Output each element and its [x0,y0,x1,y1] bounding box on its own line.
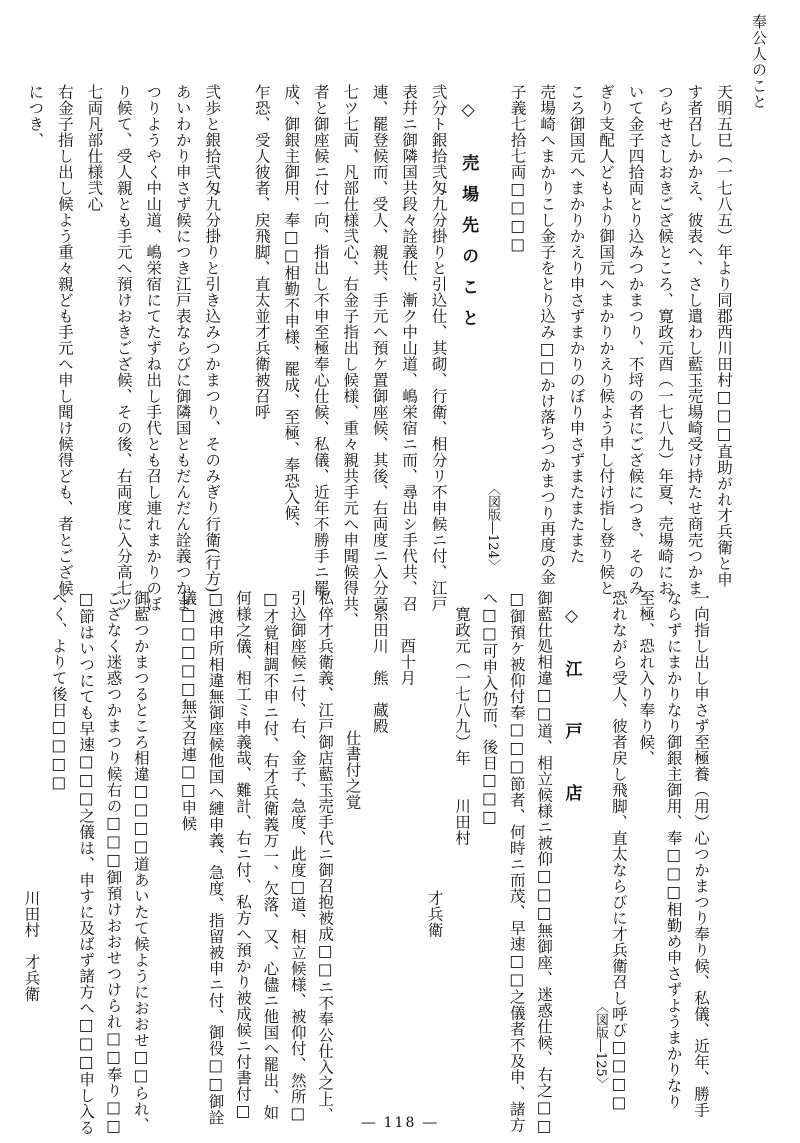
text-line: □渡申所相違無御座候他国へ縺申義、急度、指留被申ニ付、御役□□御詮 [206,590,225,1126]
section-heading-label: 売場先のこと [458,153,479,340]
figure-reference: 〈図版―124〉 [485,482,500,572]
text-line: ころ御国元へまかりかえり申さずまかりのぼり申さずまたまたまた [567,84,586,564]
text-line: 一向指し出し申さず至極養（用）心つかまつり奉り候、私儀、近年、勝手 [692,590,710,1118]
text-line: 七両凡部仕様弐心 [85,84,104,212]
text-line: あいわかり申さず候につき江戸表ならびに御隣国ともだんだん詮義つかま [173,84,192,612]
continued-translation [605,590,715,1118]
memo-title: 仕書付之覚 [343,730,362,810]
running-header: 奉公人のこと [750,14,768,110]
text-line: 御藍つかまつるところ相違□□□□道あいたて候ようにおおせ□□られ、 [131,590,150,1133]
page-number: ― 118 ― [361,1115,439,1131]
month-line: 酉十月 [398,638,417,686]
text-line: 成、御銀主御用、奉□□相勤不申様、罷成、至極、奉恐入候、 [282,84,301,537]
top-text-block [20,84,738,628]
text-line: 儀□□□□□無支召連□□申候 [179,590,198,832]
top-paragraph [502,84,738,596]
text-line: いて金子四拾両とり込みつかまつり、不埒の者にござ候につき、そのみ [626,84,645,596]
text-line: 連、罷登候而、受人、親共、手元へ預ケ置御座候、其後、右両度ニ入分高 [370,84,389,612]
section-heading-label: 江 戸 店 [561,659,582,815]
addressee: 糸田川 熊 蔵殿 [370,606,389,734]
text-line: □才覚相調不申ニ付、右才兵衛義万一、欠落、又、心儘ニ他国へ罷出、如 [261,590,280,1121]
translation-text [20,84,226,612]
text-line: ござなく迷惑つかまつり候右の□□□御預けおおせつけられ□□奉り□□ [104,590,123,1136]
text-line: 者と御座候ニ付一向、指出し不申至極奉心仕候、私儀、近年不勝手ニ罷 [311,84,330,596]
text-line: 表幷ニ御隣国共段々詮義仕、漸ク中山道、嶋栄宿ニ而、尋出シ手代共、召 [400,84,419,612]
figure-reference: 〈図版―125〉 [593,1000,608,1090]
text-line: 売場崎へまかりこし金子をとり込み□□かけ落ちつかまつり再度の金 [538,84,557,585]
signature: 川田村 才兵衛 [22,890,41,1002]
diamond-icon: ◇ [458,100,479,134]
text-line: つらせさしおきござ候ところ、寛政元酉（一七八九）年夏、売場崎にお [656,84,675,596]
text-line: 御藍仕処相違□□道、相立候様ニ被仰□□□無御座、迷惑仕候、右之□□ [535,590,554,1136]
text-line: 子義七拾七両□□□□ [508,84,527,254]
memo-text [174,590,338,1126]
text-line: 恐れながら受人、彼者戻し飛脚、直太ならびに才兵衛召し呼び□□□□ [609,590,628,1112]
text-line: □御預ケ被仰付奉□□□節者、何時ニ而茂、早速□□之儀者不及申、諸方 [507,590,526,1133]
text-line: 右金子指し出し候よう重々親ども手元へ申し聞け候得ども、者とござ候 [55,84,74,596]
text-line: 天明五巳（一七八五）年より同郡西川田村□□□直助がれ才兵衛と申 [715,84,733,588]
text-line: す者召しかかえ、彼表へ、さし遣わし藍玉売場崎受け持たせ商売つかま [685,84,704,596]
text-line: り候て、受人親とも手元へ預けおきござ候、その後、右両度に入分高七ツ [114,84,133,612]
text-line: ならずにまかりなり御銀主御用、奉□□□相勤め申さずようまかりなり [664,590,683,1110]
text-line: つりようやく中山道、嶋栄宿にてたずね出し手代とも召し連れまかりのぼ [144,84,163,612]
text-line: へ□□可申入仍而、後日□□□ [480,590,499,827]
text-line: 乍恐、受人彼者、戻飛脚、直太並才兵衛被召呼 [252,84,271,420]
text-line: 何様之儀、相工ミ申義哉、難計、右ニ付、私方へ預かり被成候ニ付書付□ [234,590,252,1121]
text-line: □節はいつにても早速□□□之儀は、申すに及ばず諸方へ□□□申し入る [77,590,96,1136]
diamond-icon: ◇ [561,606,582,640]
text-line: べく、よりて後日□□□□ [49,590,68,792]
text-line: 七ツ七両、凡部仕様弐心、右金子指出し候様、重々親共手元へ申聞候得共、 [341,84,360,628]
original-document-text [475,590,557,1136]
date-line: 寛政元（一七八九）年 川田村 [453,606,471,846]
text-line: 弐分ト銀拾弐匁九分掛りと引込仕、其砌、行衛、相分リ不申候ニ付、江戸 [429,84,448,612]
translation-text [44,590,154,1136]
text-line: 引込御座候ニ付、右、金子、急度、此度□道、相立候様、被仰付、然所□ [288,590,307,1123]
text-line: ぎり支配人どもより御国元へまかりかえり候よう申し付け指し登り候と [597,84,616,596]
sender-name: 才兵衛 [425,890,444,938]
text-line: につき、 [26,84,45,148]
text-line: 私倅才兵衛義、江戸御店藍玉売手代ニ御召抱被成□□ニ不奉公仕入之上、 [316,590,335,1123]
section-heading-uriba [453,84,482,574]
section-heading-edo [557,590,584,1090]
original-document-text [246,84,452,628]
text-line: 弐歩と銀拾弐匁九分掛りと引き込みつかまつり、そのみぎり行衛(行方) [203,84,222,594]
text-line: 至極、恐れ入り奉り候、 [637,590,656,766]
